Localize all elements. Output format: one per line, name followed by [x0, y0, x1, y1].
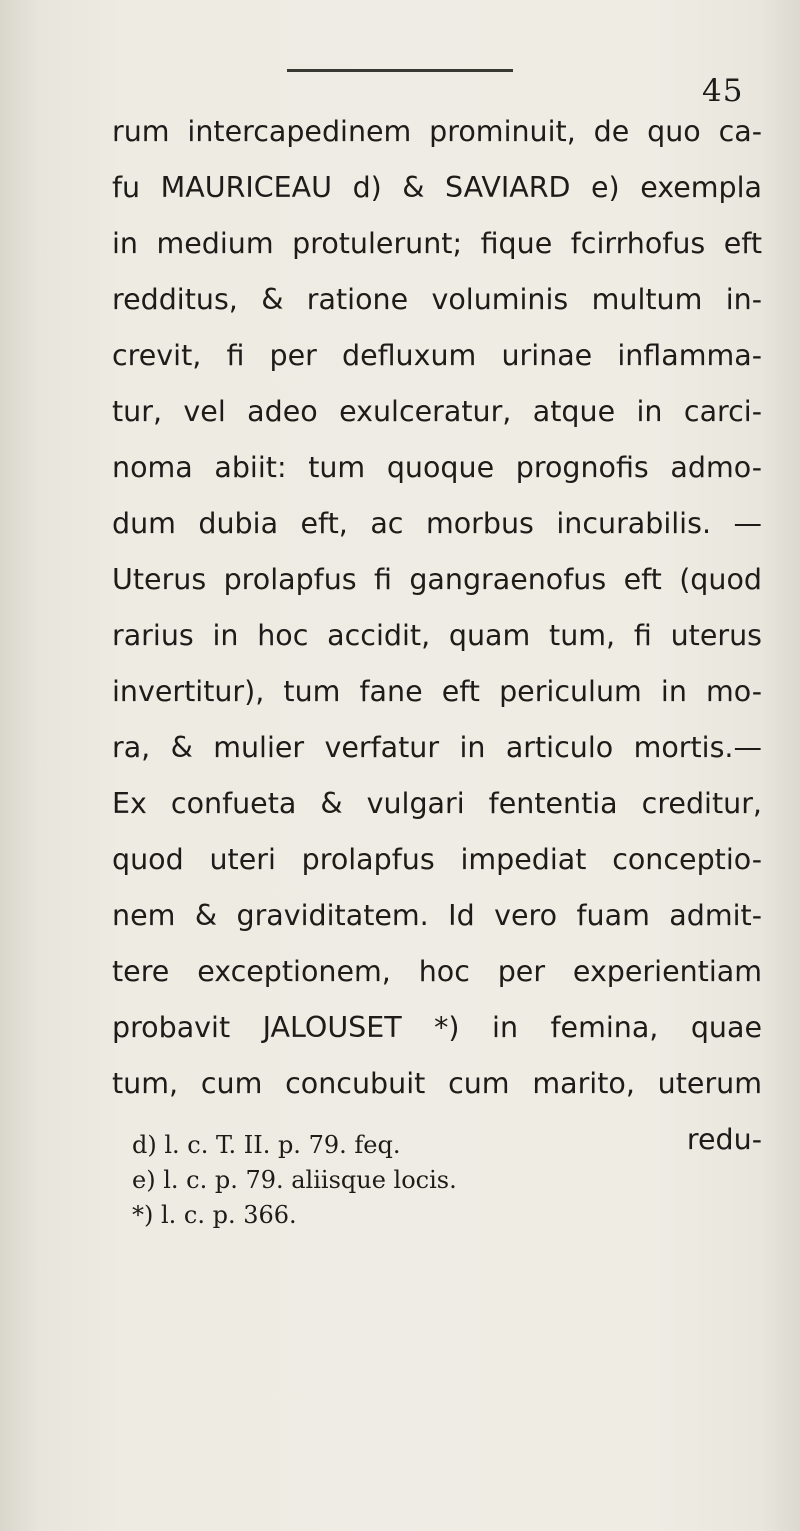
text-line: invertitur), tum fane eft periculum in mo-	[112, 675, 762, 708]
text-line: probavit JALOUSET *) in femina, quae	[112, 1011, 762, 1044]
text-line: in medium protulerunt; fique fcirrhofus eft	[112, 227, 762, 260]
text-line: tur, vel adeo exulceratur, atque in carci-	[112, 395, 762, 428]
catchword-line: redu-	[686, 1123, 762, 1156]
header-rule	[287, 69, 513, 72]
footnote: d) l. c. T. II. p. 79. feq.	[132, 1131, 401, 1159]
body-text	[112, 104, 762, 1168]
footnote: *) l. c. p. 366.	[132, 1201, 297, 1229]
text-line: Ex confueta & vulgari fententia creditur,	[112, 787, 762, 820]
text-line: ra, & mulier verfatur in articulo mortis.—	[112, 731, 762, 764]
text-line: redditus, & ratione voluminis multum in-	[112, 283, 762, 316]
text-line: noma abiit: tum quoque prognofis admo-	[112, 451, 762, 484]
text-line: rarius in hoc accidit, quam tum, fi uterus	[112, 619, 762, 652]
page-number: 45	[702, 73, 744, 109]
text-line: nem & graviditatem. Id vero fuam admit-	[112, 899, 762, 932]
text-line: fu MAURICEAU d) & SAVIARD e) exempla	[112, 171, 762, 204]
footnote: e) l. c. p. 79. aliisque locis.	[132, 1166, 457, 1194]
text-line: Uterus prolapfus fi gangraenofus eft (quod	[112, 563, 762, 596]
text-line: quod uteri prolapfus impediat conceptio-	[112, 843, 762, 876]
text-line: tere exceptionem, hoc per experientiam	[112, 955, 762, 988]
footnotes	[132, 1128, 732, 1233]
text-line: rum intercapedinem prominuit, de quo ca-	[112, 115, 762, 148]
text-line: crevit, fi per defluxum urinae inflamma-	[112, 339, 762, 372]
text-line: tum, cum concubuit cum marito, uterum	[112, 1067, 762, 1100]
text-line: dum dubia eft, ac morbus incurabilis. —	[112, 507, 762, 540]
